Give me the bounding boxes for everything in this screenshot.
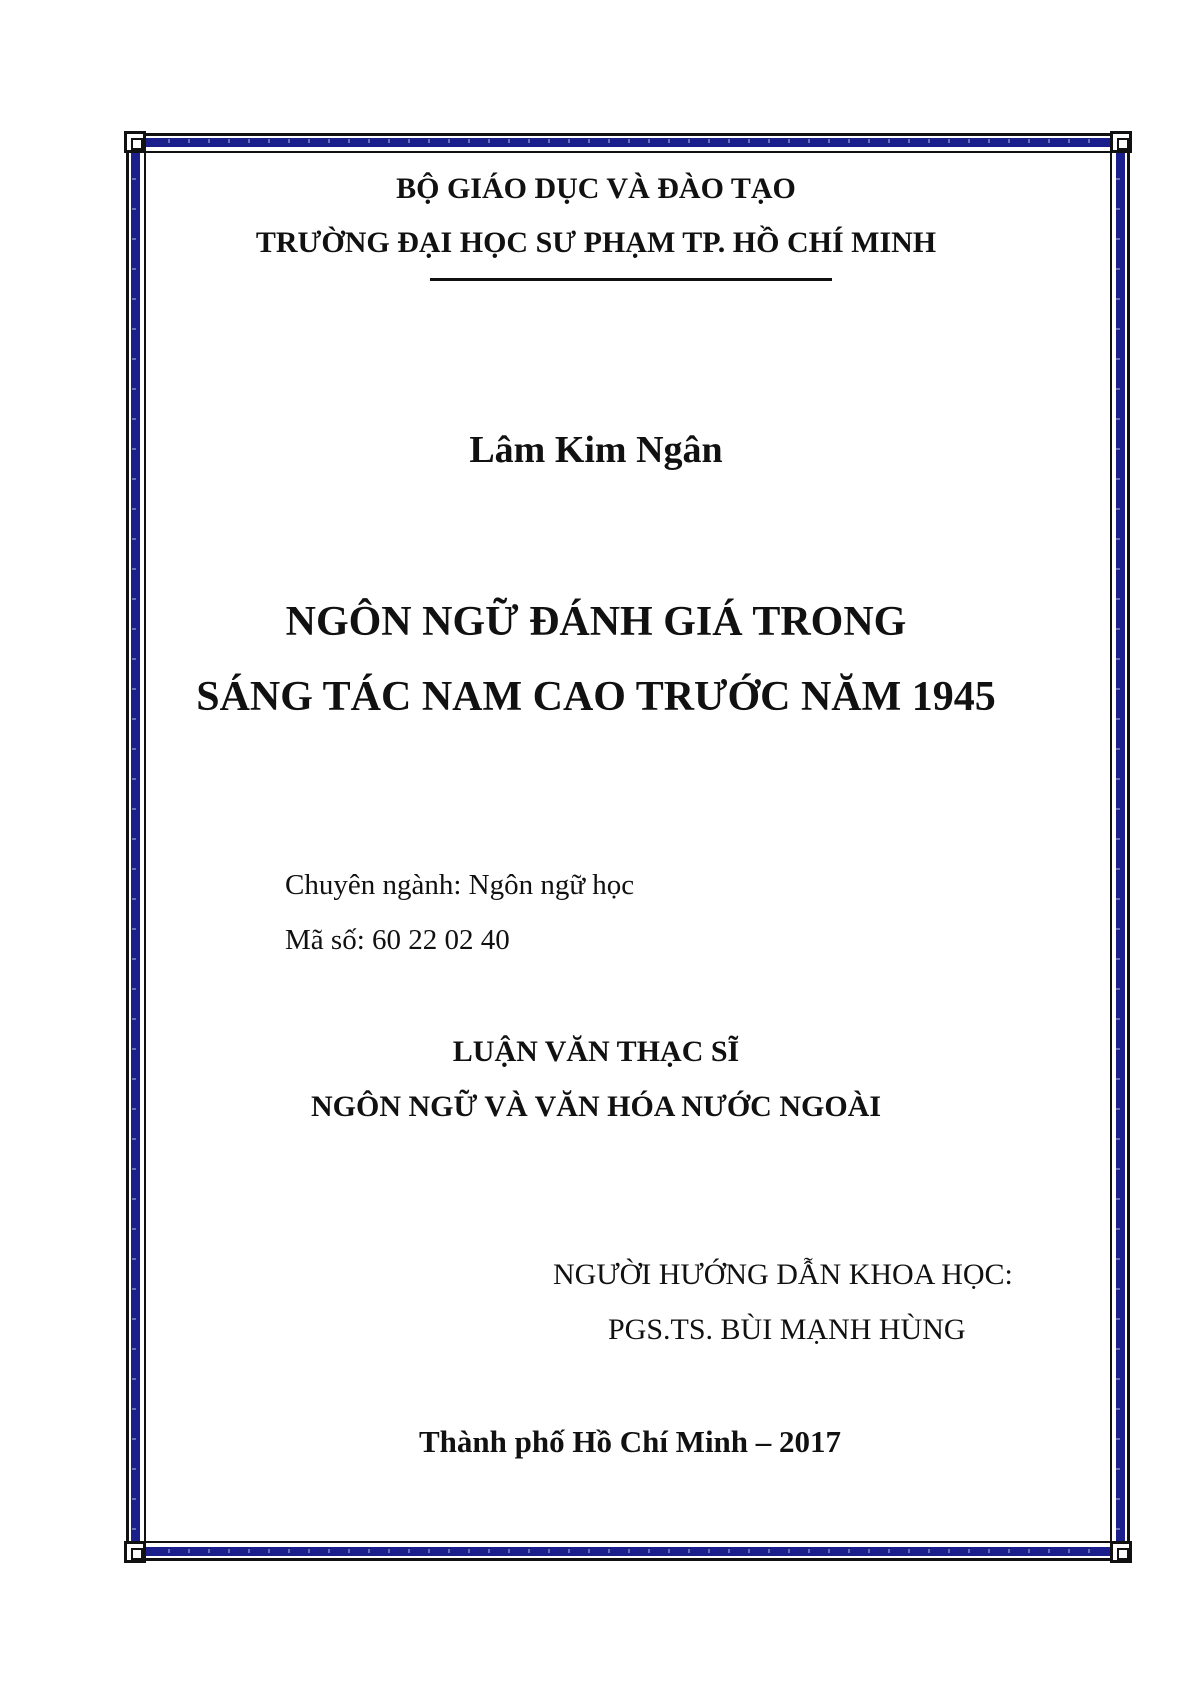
frame-pattern-bottom xyxy=(150,1549,1106,1553)
degree-type: LUẬN VĂN THẠC SĨ xyxy=(452,1035,740,1068)
major-field: Chuyên ngành: Ngôn ngữ học xyxy=(285,869,635,901)
author-name: Lâm Kim Ngân xyxy=(469,429,723,471)
supervisor-label: NGƯỜI HƯỚNG DẪN KHOA HỌC: xyxy=(553,1258,1013,1291)
frame-corner-bottom-left xyxy=(124,1541,146,1563)
supervisor-name: PGS.TS. BÙI MẠNH HÙNG xyxy=(608,1313,966,1346)
place-and-year: Thành phố Hồ Chí Minh – 2017 xyxy=(418,1424,842,1459)
ministry-heading: BỘ GIÁO DỤC VÀ ĐÀO TẠO xyxy=(396,172,796,205)
degree-field: NGÔN NGỮ VÀ VĂN HÓA NƯỚC NGOÀI xyxy=(310,1090,881,1123)
frame-corner-top-right xyxy=(1110,131,1132,153)
frame-corner-top-left xyxy=(124,131,146,153)
header-underline xyxy=(430,278,832,281)
frame-pattern-top xyxy=(150,139,1106,143)
frame-pattern-left xyxy=(132,150,136,1542)
frame-corner-bottom-right xyxy=(1110,1541,1132,1563)
university-heading: TRƯỜNG ĐẠI HỌC SƯ PHẠM TP. HỒ CHÍ MINH xyxy=(255,226,937,259)
thesis-title-line-2: SÁNG TÁC NAM CAO TRƯỚC NĂM 1945 xyxy=(196,674,996,720)
frame-pattern-right xyxy=(1116,150,1120,1542)
major-code: Mã số: 60 22 02 40 xyxy=(285,924,510,956)
thesis-title-line-1: NGÔN NGỮ ĐÁNH GIÁ TRONG xyxy=(285,599,907,645)
